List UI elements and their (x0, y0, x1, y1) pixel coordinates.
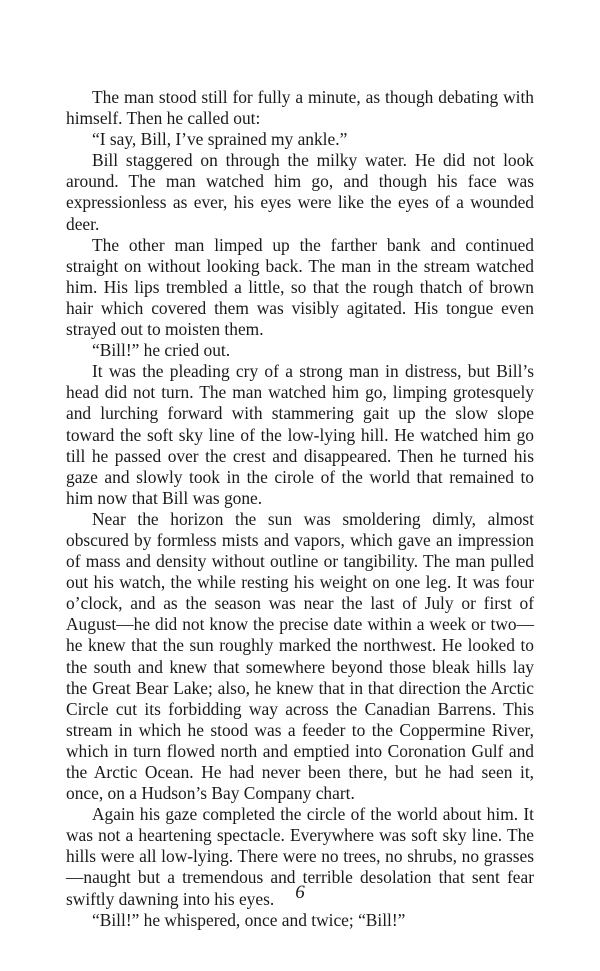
paragraph: “I say, Bill, I’ve sprained my ankle.” (92, 129, 348, 150)
paragraph: Bill staggered on through the milky water. He did not look around. The man watched him go, and though his face was expressionless as ever, his eyes were like the eyes of a wounded deer. (66, 150, 534, 234)
paragraph: “Bill!” he whispered, once and twice; “Bill!” (92, 909, 406, 930)
paragraph: “Bill!” he cried out. (92, 340, 231, 361)
page-number: 6 (295, 882, 305, 903)
paragraph: The man stood still for fully a minute, as though debating with himself. Then he called out: (66, 87, 534, 129)
body-text (66, 87, 534, 931)
paragraph: Again his gaze completed the circle of the world about him. It was not a heartening spectacle. Everywhere was soft sky line. The hills were all low-lying. There were no trees, no shrubs, no grasses—naught but a tremendous and terrible desolation that sent fear swiftly dawning into his eyes. (66, 804, 534, 909)
paragraph: It was the pleading cry of a strong man in distress, but Bill’s head did not turn. The man watched him go, limping grotesquely and lurching forward with stammering gait up the slow slope toward the soft sky line of the low-lying hill. He watched him go till he passed over the crest and disappeared. Then he turned his gaze and slowly took in the cirole of the world that remained to him now that Bill was gone. (66, 361, 534, 508)
paragraph: Near the horizon the sun was smoldering dimly, almost obscured by formless mists and vapors, which gave an impression of mass and density without outline or tangibility. The man pulled out his watch, the while resting his weight on one leg. It was four o’clock, and as the season was near the last of July or first of August—he did not know the precise date within a week or two—he knew that the sun roughly marked the northwest. He looked to the south and knew that somewhere beyond those bleak hills lay the Great Bear Lake; also, he knew that in that direction the Arctic Circle cut its forbidding way across the Canadian Barrens. This stream in which he stood was a feeder to the Coppermine River, which in turn flowed north and emptied into Coronation Gulf and the Arctic Ocean. He had never been there, but he had seen it, once, on a Hudson’s Bay Company chart. (66, 508, 534, 804)
paragraph: The other man limped up the farther bank and continued straight on without looking back. The man in the stream watched him. His lips trembled a little, so that the rough thatch of brown hair which covered them was visibly agitated. His tongue even strayed out to moisten them. (66, 234, 534, 340)
